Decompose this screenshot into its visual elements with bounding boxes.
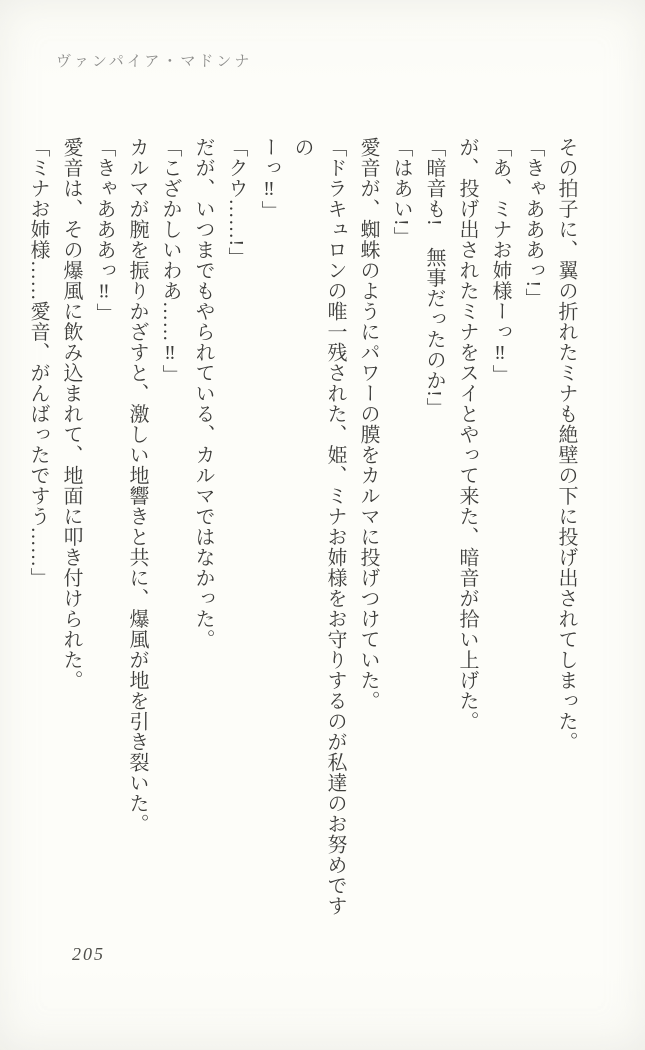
text-line: 愛音が、蜘蛛のようにパワーの膜をカルマに投げつけていた。 xyxy=(357,137,379,711)
text-line: だが、いつまでもやられている、カルマではなかった。 xyxy=(192,137,214,650)
text-line: 「こざかしいわあ……‼」 xyxy=(159,137,181,385)
text-line: 「ミナお姉様……愛音、がんばったですう……」 xyxy=(27,137,49,588)
text-line: 「ドラキュロンの唯一残された、姫、ミナお姉様をお守りするのが私達のお努めですの xyxy=(291,137,346,916)
text-line: 「きゃあああっ‼」 xyxy=(93,137,115,324)
text-line: 「あ、ミナお姉様ーっ‼」 xyxy=(489,137,511,385)
text-line: 「きゃあああっ!」 xyxy=(522,137,544,309)
page-number: 205 xyxy=(72,944,105,964)
text-line: カルマが腕を振りかざすと、激しい地響きと共に、爆風が地を引き裂いた。 xyxy=(126,137,148,834)
running-header-title: ヴァンパイア・マドンナ xyxy=(56,54,253,70)
text-line: その拍子に、翼の折れたミナも絶壁の下に投げ出されてしまった。 xyxy=(555,137,577,752)
text-line: が、投げ出されたミナをスイとやって来た、暗音が拾い上げた。 xyxy=(456,137,478,732)
text-line: ーっ‼」 xyxy=(258,137,280,221)
text-line: 「クウ……!」 xyxy=(225,137,247,268)
text-line: 「はあい!」 xyxy=(390,137,412,247)
vertical-text-block xyxy=(27,137,582,929)
text-line: 「暗音も! 無事だったのか!」 xyxy=(423,137,445,418)
text-line: 愛音は、その爆風に飲み込まれて、地面に叩き付けられた。 xyxy=(60,137,82,691)
